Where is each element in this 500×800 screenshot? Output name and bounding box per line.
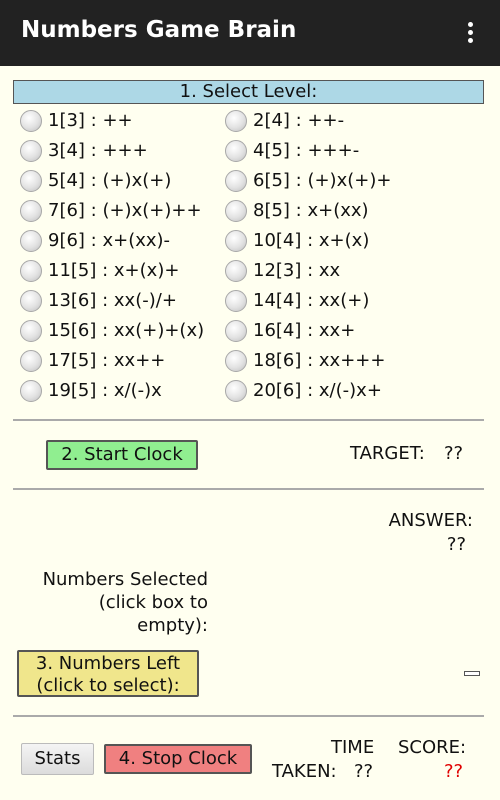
- radio-button[interactable]: [20, 170, 42, 192]
- stats-button[interactable]: Stats: [21, 743, 94, 775]
- select-level-header: 1. Select Level:: [13, 80, 484, 104]
- stop-clock-button[interactable]: 4. Stop Clock: [104, 744, 252, 774]
- start-clock-button[interactable]: 2. Start Clock: [46, 440, 198, 470]
- more-vert-icon[interactable]: [468, 22, 476, 44]
- divider: [13, 419, 484, 421]
- radio-button[interactable]: [225, 380, 247, 402]
- answer-label: ANSWER:: [388, 510, 473, 531]
- numbers-selected-label-line3: empty):: [137, 615, 208, 636]
- score-value: ??: [444, 761, 464, 782]
- app-bar: [0, 0, 500, 66]
- radio-button[interactable]: [225, 110, 247, 132]
- radio-button[interactable]: [225, 170, 247, 192]
- radio-button[interactable]: [225, 320, 247, 342]
- radio-button[interactable]: [20, 290, 42, 312]
- numbers-left-button[interactable]: [17, 650, 199, 697]
- app-title: Numbers Game Brain: [21, 17, 297, 43]
- score-label: SCORE:: [398, 737, 467, 758]
- empty-number-box[interactable]: [464, 671, 480, 676]
- radio-button[interactable]: [20, 260, 42, 282]
- radio-button[interactable]: [20, 350, 42, 372]
- numbers-selected-label-line1: Numbers Selected: [42, 569, 208, 590]
- radio-button[interactable]: [225, 140, 247, 162]
- time-taken-label-line2: TAKEN:: [272, 761, 337, 782]
- target-label: TARGET:: [350, 443, 425, 464]
- divider: [13, 488, 484, 490]
- target-value: ??: [444, 443, 464, 464]
- numbers-left-label-line1: 3. Numbers Left: [35, 653, 181, 674]
- radio-button[interactable]: [225, 200, 247, 222]
- radio-button[interactable]: [20, 200, 42, 222]
- numbers-left-label-line2: (click to select):: [36, 675, 180, 696]
- radio-button[interactable]: [20, 110, 42, 132]
- radio-button[interactable]: [225, 350, 247, 372]
- radio-button[interactable]: [20, 320, 42, 342]
- radio-button[interactable]: [225, 260, 247, 282]
- answer-value: ??: [446, 534, 466, 555]
- radio-button[interactable]: [20, 230, 42, 252]
- time-taken-value: ??: [354, 761, 374, 782]
- time-taken-label-line1: TIME: [331, 737, 375, 758]
- radio-button[interactable]: [225, 290, 247, 312]
- divider: [13, 715, 484, 717]
- radio-button[interactable]: [225, 230, 247, 252]
- radio-button[interactable]: [20, 380, 42, 402]
- numbers-selected-label-line2: (click box to: [98, 592, 208, 613]
- radio-button[interactable]: [20, 140, 42, 162]
